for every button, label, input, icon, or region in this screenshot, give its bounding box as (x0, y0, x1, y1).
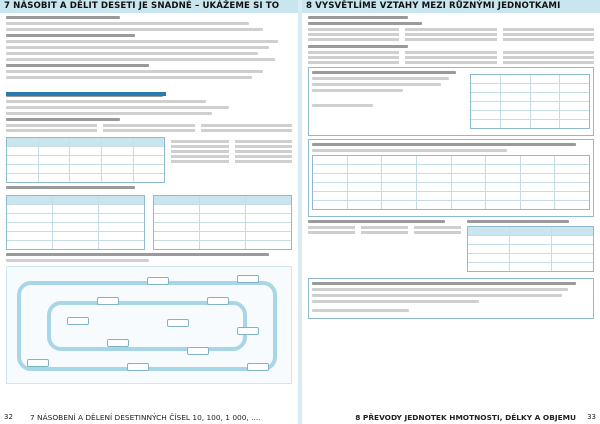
right-page-title: 8 VYSVĚTLÍME VZTAHY MEZI RŮZNÝMI JEDNOTKAMI (306, 1, 561, 11)
left-table-2 (6, 195, 145, 250)
left-page-footer (0, 411, 298, 424)
maze-exercise (6, 266, 292, 384)
right-table-1 (470, 74, 590, 129)
left-page-number: 32 (4, 413, 13, 421)
left-table-1 (6, 137, 165, 183)
right-exercise-7 (308, 278, 594, 319)
right-answer-grid-1 (308, 28, 594, 41)
right-exercise-3 (308, 67, 594, 136)
right-footer-title: 8 PŘEVODY JEDNOTEK HMOTNOSTI, DÉLKY A OBJEMU (355, 413, 576, 422)
left-footer-title: 7 NÁSOBENÍ A DĚLENÍ DESETINNÝCH ČÍSEL 10, 100, 1 000, .... (30, 413, 261, 422)
right-exercise-4 (308, 139, 594, 217)
right-table-3 (467, 226, 594, 272)
left-section-divider (6, 83, 292, 91)
left-page-banner (0, 0, 298, 13)
right-answer-grid-3 (308, 226, 461, 234)
right-table-2 (312, 155, 590, 210)
left-page-title: 7 NÁSOBIT A DĚLIT DESETI JE SNADNÉ – UKÁŽEME SI TO (4, 1, 280, 11)
right-page-footer (302, 411, 600, 424)
left-page (0, 0, 298, 424)
right-page-banner (302, 0, 600, 13)
left-page-content (6, 16, 292, 408)
right-page-content (308, 16, 594, 408)
left-table-3 (153, 195, 292, 250)
right-page (302, 0, 600, 424)
left-answer-grid (6, 124, 292, 132)
right-answer-grid-2 (308, 51, 594, 64)
right-page-number: 33 (587, 413, 596, 421)
